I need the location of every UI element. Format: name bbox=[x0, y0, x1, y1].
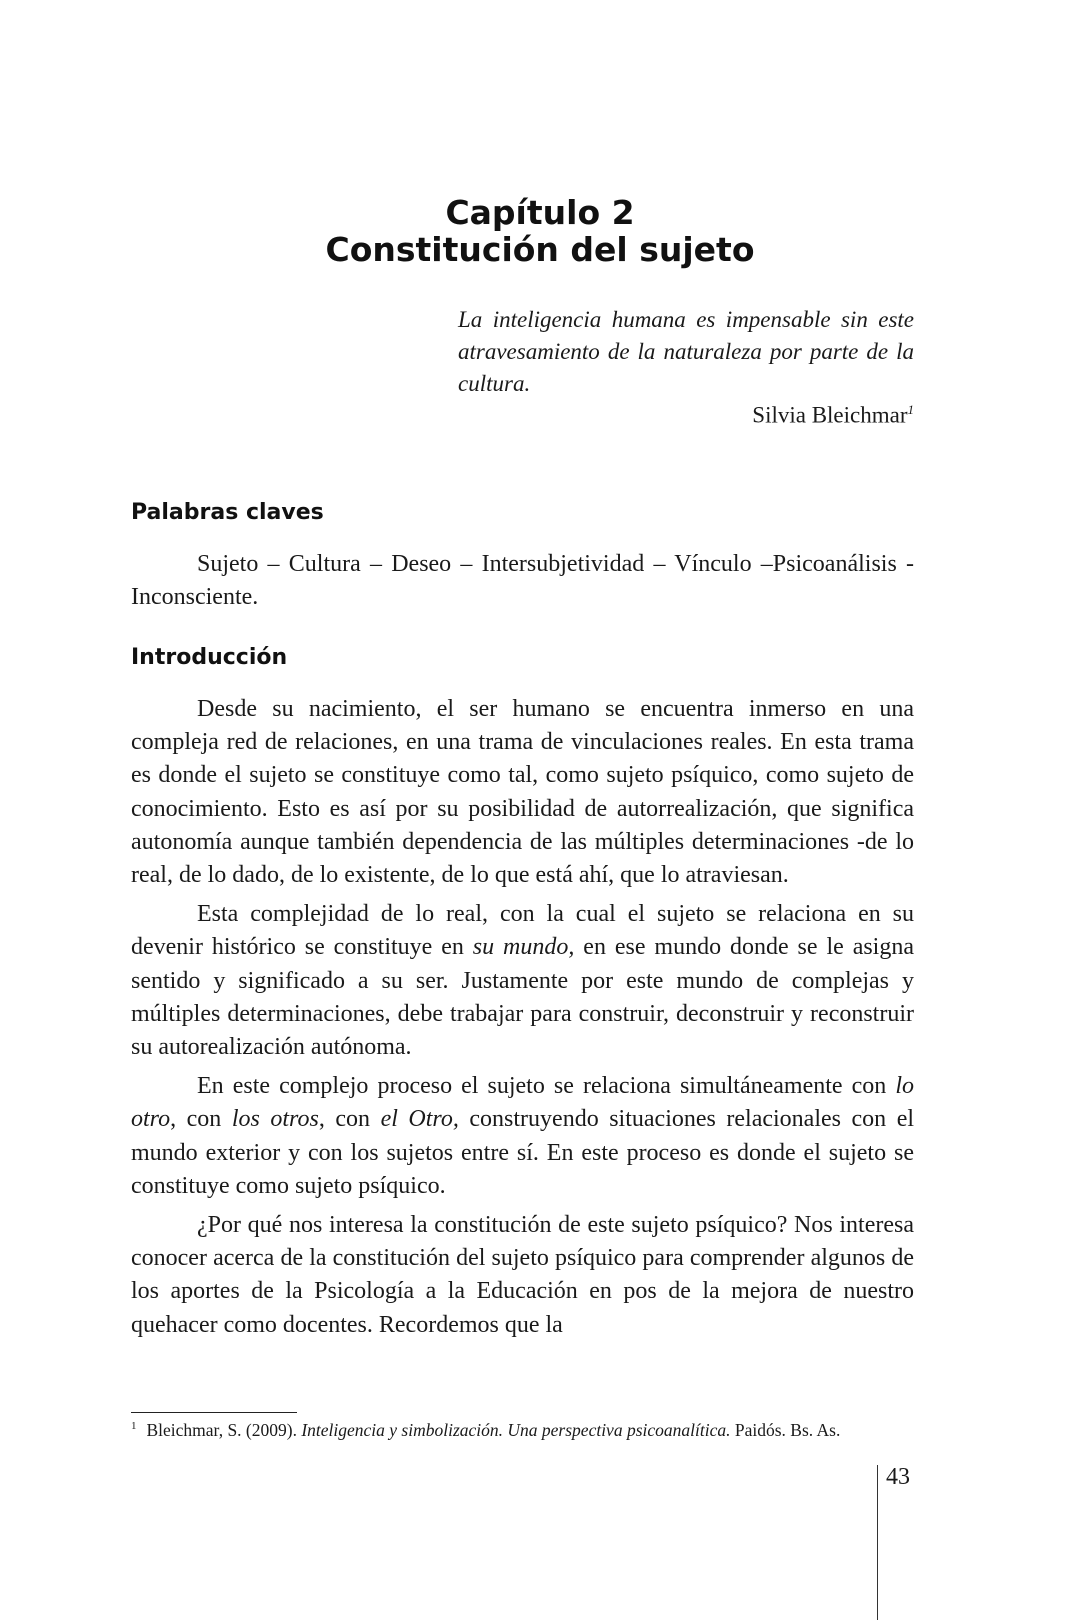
paragraph-text: En este complejo proceso el sujeto se relaciona simultáneamente con bbox=[197, 1073, 896, 1100]
emphasis-text: su mundo, bbox=[472, 934, 575, 961]
paragraph-text: Esta complejidad de lo real, con la cual el sujeto se relaciona en su devenir histórico se constituye en bbox=[131, 901, 914, 961]
paragraph-text: en ese mundo donde se le asigna sentido y significado a su ser. Justamente por este mundo de complejas y múltiples determinaciones, debe trabajar para construir, deconstruir y reconstruir su autorealización autónoma. bbox=[131, 934, 915, 1061]
chapter-number: Capítulo 2 bbox=[445, 193, 635, 232]
intro-paragraph bbox=[131, 898, 914, 1064]
epigraph-text: La inteligencia humana es impensable sin este atravesamiento de la naturaleza por parte de la cultura. bbox=[458, 307, 914, 396]
intro-heading: Introducción bbox=[131, 645, 288, 670]
paragraph-text: ¿Por qué nos interesa la constitución de este sujeto psíquico? Nos interesa conocer acerca de la constitución del sujeto psíquico para comprender algunos de los aportes de la Psicología a la Educación en pos de la mejora de nuestro quehacer como docentes. Recordemos que la bbox=[131, 1212, 914, 1338]
intro-body bbox=[131, 693, 914, 1348]
footnote-publisher: Paidós. Bs. As. bbox=[730, 1420, 841, 1440]
emphasis-text: los otros bbox=[231, 1106, 319, 1133]
intro-paragraph bbox=[131, 693, 914, 892]
emphasis-text: lo otro bbox=[131, 1073, 914, 1133]
author-name: Silvia Bleichmar bbox=[752, 402, 908, 428]
epigraph-author bbox=[458, 402, 914, 429]
paragraph-text: , con bbox=[318, 1106, 381, 1133]
paragraph-text: Desde su nacimiento, el ser humano se encuentra inmerso en una compleja red de relaciones, en una trama de vinculaciones reales. En esta trama es donde el sujeto se constituye como tal, como sujeto psíquico, como sujeto de conocimiento. Esto es así por su posibilidad de autorrealización, que significa autonomía aunque también dependencia de las múltiples determinaciones -de lo real, de lo dado, de lo existente, de lo que está ahí, que lo atraviesan. bbox=[131, 696, 914, 889]
emphasis-text: el Otro, bbox=[380, 1106, 459, 1133]
keywords-heading: Palabras claves bbox=[131, 500, 324, 525]
footnote-divider bbox=[131, 1412, 297, 1413]
intro-paragraph bbox=[131, 1209, 914, 1342]
footnote bbox=[131, 1420, 840, 1441]
chapter-title: Constitución del sujeto bbox=[325, 230, 755, 269]
page-number: 43 bbox=[886, 1464, 910, 1490]
paragraph-text: , con bbox=[170, 1106, 232, 1133]
paragraph-text: construyendo situaciones relacionales con el mundo exterior y con los sujetos entre sí. En este proceso es donde el sujeto se constituye como sujeto psíquico. bbox=[131, 1106, 915, 1199]
keywords-block bbox=[131, 548, 914, 620]
page-number-rule bbox=[877, 1465, 878, 1620]
footnote-title: Inteligencia y simbolización. Una perspectiva psicoanalítica. bbox=[301, 1420, 731, 1440]
footnote-author: Bleichmar, S. (2009). bbox=[146, 1420, 302, 1440]
keywords-text: Sujeto – Cultura – Deseo – Intersubjetividad – Vínculo –Psicoanálisis - Inconsciente. bbox=[131, 551, 914, 611]
intro-paragraph bbox=[131, 1070, 914, 1203]
footnote-ref[interactable]: 1 bbox=[907, 402, 914, 417]
footnote-number: 1 bbox=[131, 1420, 137, 1433]
